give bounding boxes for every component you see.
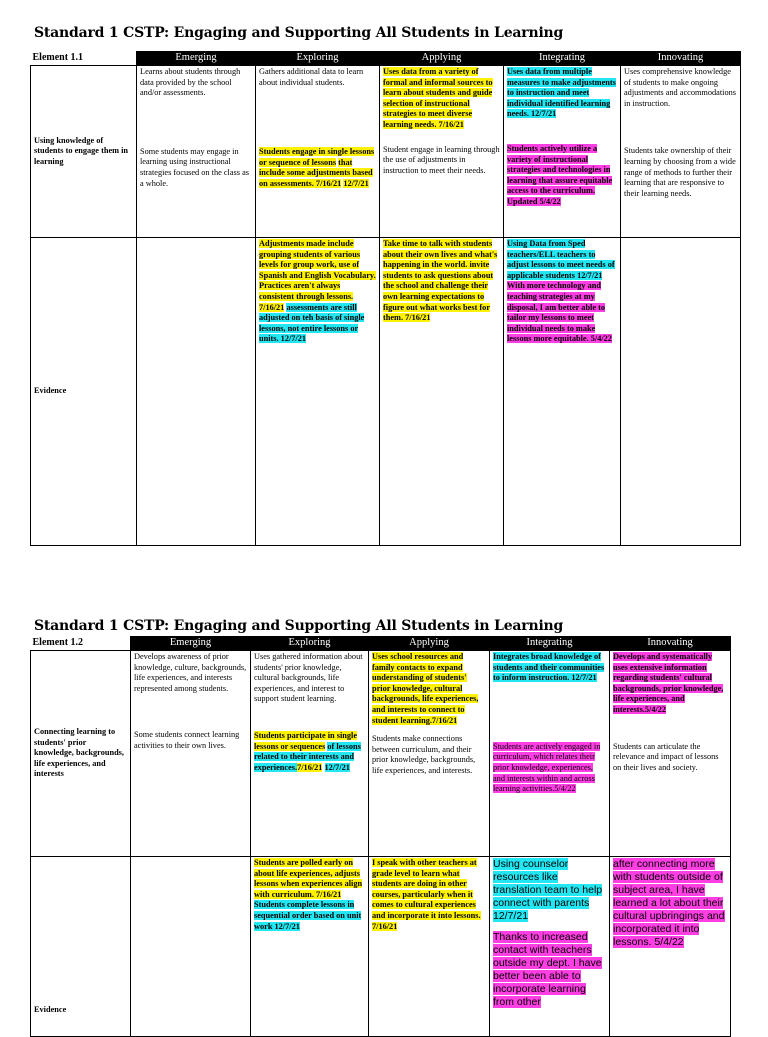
page-title-2: Standard 1 CSTP: Engaging and Supporting All Students in Learning: [34, 618, 564, 634]
highlight-yellow: that include some adjustments based on assessments. 7/16/21: [259, 157, 373, 188]
descriptor-b: Students make connections between curriculum, and their prior knowledge, backgrounds, life experiences, and interests.: [372, 734, 476, 775]
highlight-yellow: 12/7/21: [343, 178, 369, 188]
rubric-table-1.1: [30, 51, 741, 546]
evidence-emerging: [131, 857, 251, 1037]
cell-emerging: [131, 651, 251, 857]
evidence-label: [31, 238, 137, 546]
highlight-cyan: assessments are still adjusted on teh basis of single lessons, not entire lessons or units. 12/7/21: [259, 302, 365, 344]
highlight-yellow: Students engage in single lessons or sequence of lessons: [259, 147, 375, 167]
cell-innovating: [610, 651, 731, 857]
cell-integrating: [490, 651, 610, 857]
row-label-text: Connecting learning to students' prior knowledge, backgrounds, life experiences, and interests: [34, 727, 124, 779]
page-title-1: Standard 1 CSTP: Engaging and Supporting All Students in Learning: [34, 25, 564, 41]
evidence-label: [31, 857, 131, 1037]
highlight-magenta: With more technology and teaching strategies at my disposal, I am better able to tailor my lessons to meet individual needs to make lessons more equitable. 5/4/22: [507, 281, 612, 344]
descriptor-a: Uses comprehensive knowledge of students to make ongoing adjustments and accommodations in instruction.: [624, 67, 736, 108]
evidence-applying: [380, 238, 504, 546]
evidence-exploring: [256, 238, 380, 546]
descriptor-a: Learns about students through data provided by the school and/or assessments.: [140, 67, 241, 98]
evidence-exploring: [251, 857, 369, 1037]
descriptor-b: Some students may engage in learning using instructional strategies focused on the class as a whole.: [140, 146, 249, 188]
highlight-yellow: Adjustments made include grouping students of various levels for group work, use of Spanish and English Vocabulary. Practices aren't always consistent through lessons. 7/16/21: [259, 239, 376, 312]
evidence-innovating: [610, 857, 731, 1037]
level-header-innovating: Innovating: [610, 637, 731, 651]
evidence-integrating: [504, 238, 621, 546]
evidence-innovating: [621, 238, 741, 546]
level-header-emerging: Emerging: [131, 637, 251, 651]
level-header-emerging: Emerging: [137, 52, 256, 66]
highlight-magenta: Students are actively engaged in curriculum, which relates their prior knowledge, experiences, and interests within and across learning activities.5/4/22: [493, 741, 601, 794]
highlight-yellow: I speak with other teachers at grade level to learn what students are doing in other courses, particularly when it comes to cultural experiences and incorporate it into lessons. 7/16/21: [372, 858, 481, 931]
evidence-label-text: Evidence: [34, 386, 67, 396]
highlight-magenta: after connecting more with students outside of subject area, I have learned a lot about their cultural upbringings and incorporated it into lessons. 5/4/22: [613, 858, 725, 948]
level-header-exploring: Exploring: [251, 637, 369, 651]
highlight-yellow: Take time to talk with students about their own lives and what's happening in the world. invite students to ask questions about the school and challenge their own learning expectations to figure out what works best for them. 7/16/21: [383, 239, 498, 323]
cell-emerging: [137, 66, 256, 238]
cell-applying: [369, 651, 490, 857]
cell-innovating: [621, 66, 741, 238]
highlight-yellow: Uses data from a variety of formal and informal sources to learn about students and guide selection of instructional strategies to meet diverse learning needs. 7/16/21: [383, 67, 493, 129]
level-header-applying: Applying: [369, 637, 490, 651]
cell-exploring: [251, 651, 369, 857]
evidence-label-text: Evidence: [34, 1005, 67, 1015]
descriptor-b: [259, 147, 376, 189]
highlight-magenta: Develops and systematically uses extensive information regarding students' cultural backgrounds, prior knowledge, life experiences, and interests.5/4/22: [613, 652, 724, 714]
descriptor-b: Some students connect learning activities to their own lives.: [134, 730, 240, 750]
level-header-applying: Applying: [380, 52, 504, 66]
highlight-cyan: Using Data from Sped teachers/ELL teachers to adjust lessons to meet needs of applicable students 12/7/21: [507, 239, 615, 280]
highlight-yellow: Students participate in single lessons or sequences: [254, 730, 358, 751]
row-label: [31, 651, 131, 857]
descriptor-b: Student engage in learning through the use of adjustments in instruction to meet their needs.: [383, 144, 500, 175]
evidence-integrating: [490, 857, 610, 1037]
cell-applying: [380, 66, 504, 238]
row-label: [31, 66, 137, 238]
highlight-cyan: Students complete lessons in sequential order based on unit work 12/7/21: [254, 900, 362, 931]
element-label: Element 1.1: [31, 52, 137, 66]
highlight-cyan: Integrates broad knowledge of students and their communities to inform instruction. 12/7/21: [493, 652, 605, 683]
descriptor-a: Develops awareness of prior knowledge, culture, backgrounds, life experiences, and interests represented among students.: [134, 652, 247, 693]
evidence-emerging: [137, 238, 256, 546]
descriptor-a: Gathers additional data to learn about individual students.: [259, 67, 364, 87]
level-header-exploring: Exploring: [256, 52, 380, 66]
descriptor-a: Uses gathered information about students' prior knowledge, cultural backgrounds, life experiences, and interest to support student learning.: [254, 652, 363, 704]
cell-integrating: [504, 66, 621, 238]
rubric-table-1.2: [30, 636, 731, 1037]
highlight-cyan: Uses data from multiple measures to make adjustments to instruction and meet individual identified learning needs. 12/7/21: [507, 67, 616, 119]
highlight-yellow: Students are polled early on about life experiences, adjusts lessons when experiences align with curriculum. 7/16/21: [254, 858, 363, 899]
descriptor-b: Students take ownership of their learning by choosing from a wide range of methods to further their learning that are responsive to their learning needs.: [624, 146, 736, 198]
row-label-text: Using knowledge of students to engage them in learning: [34, 135, 129, 166]
descriptor-b: Students can articulate the relevance and impact of lessons on their lives and society.: [613, 741, 719, 772]
cell-exploring: [256, 66, 380, 238]
level-header-integrating: Integrating: [490, 637, 610, 651]
highlight-magenta: Thanks to increased contact with teachers outside my dept. I have better been able to incorporate learning from other: [493, 931, 602, 1008]
highlight-cyan: Using counselor resources like translation team to help connect with parents 12/7/21: [493, 858, 603, 922]
evidence-applying: [369, 857, 490, 1037]
level-header-innovating: Innovating: [621, 52, 741, 66]
highlight-yellow: Uses school resources and family contacts to expand understanding of students' prior knowledge, cultural backgrounds, life experiences, and interests to connect to student learning.7/16/21: [372, 652, 479, 725]
highlight-yellow: 7/16/21: [297, 762, 323, 772]
highlight-cyan: of lessons related to their interests and experiences.: [254, 741, 361, 772]
highlight-cyan: 12/7/21: [324, 762, 350, 772]
element-label: Element 1.2: [31, 637, 131, 651]
level-header-integrating: Integrating: [504, 52, 621, 66]
highlight-magenta: Students actively utilize a variety of instructional strategies and technologies in learning that assure equitable access to the curriculum. Updated 5/4/22: [507, 143, 613, 206]
descriptor-b: [254, 731, 365, 773]
